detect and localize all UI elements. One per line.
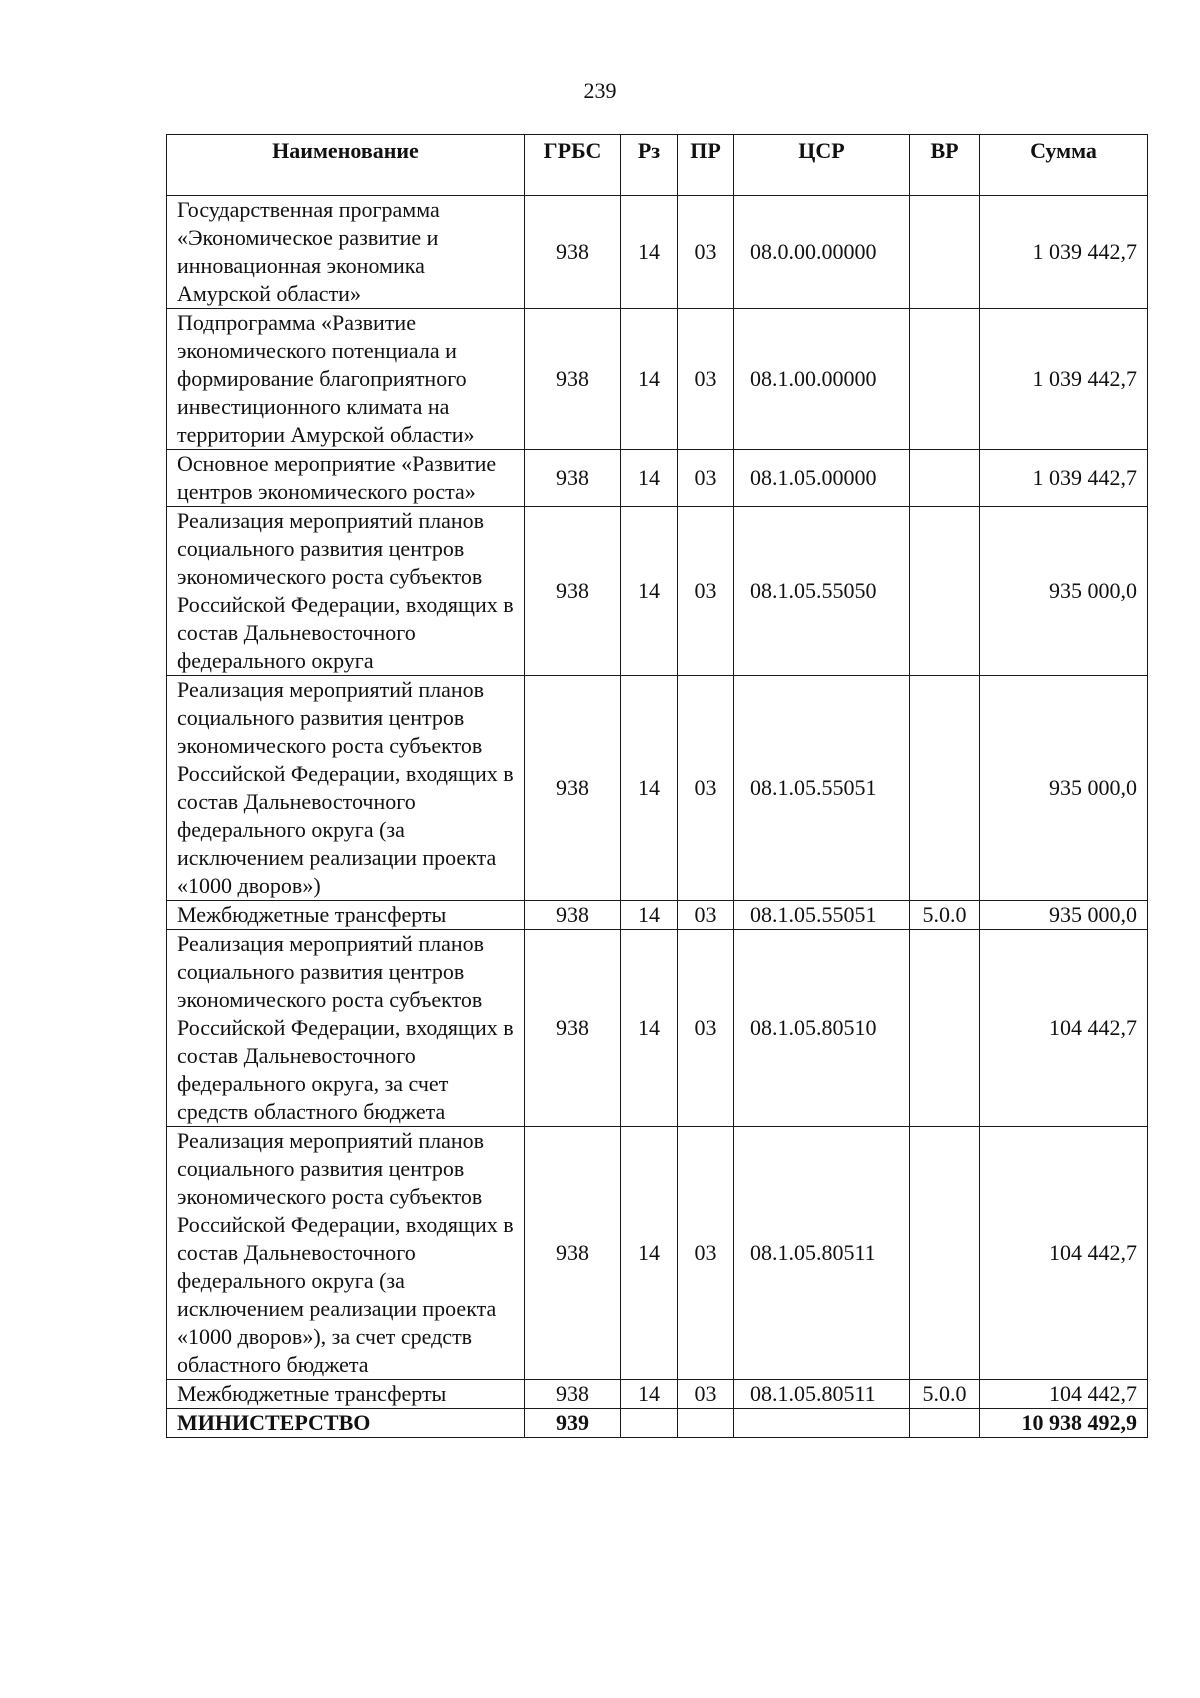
row-name: Подпрограмма «Развитие экономического потенциала и формирование благоприятного инвестиционного климата на территории Амурской области» bbox=[167, 309, 525, 450]
row-vr bbox=[910, 450, 980, 507]
row-grbs: 938 bbox=[525, 196, 621, 309]
row-name: Реализация мероприятий планов социального развития центров экономического роста субъектов Российской Федерации, входящих в состав Дальневосточного федерального округа bbox=[167, 507, 525, 676]
row-vr bbox=[910, 1127, 980, 1380]
page-number: 239 bbox=[583, 78, 617, 103]
row-csr: 08.1.05.55051 bbox=[734, 901, 910, 930]
row-sum: 1 039 442,7 bbox=[980, 196, 1148, 309]
table-row bbox=[167, 309, 1148, 450]
row-grbs: 938 bbox=[525, 450, 621, 507]
row-grbs: 938 bbox=[525, 507, 621, 676]
table-row bbox=[167, 1380, 1148, 1409]
row-rz: 14 bbox=[621, 450, 678, 507]
row-name: Реализация мероприятий планов социального развития центров экономического роста субъектов Российской Федерации, входящих в состав Дальневосточного федерального округа, за счет средств областного бюджета bbox=[167, 930, 525, 1127]
row-sum: 10 938 492,9 bbox=[980, 1409, 1148, 1438]
table-row bbox=[167, 930, 1148, 1127]
row-grbs: 938 bbox=[525, 1127, 621, 1380]
row-vr bbox=[910, 309, 980, 450]
row-sum: 1 039 442,7 bbox=[980, 309, 1148, 450]
row-pr: 03 bbox=[678, 1380, 734, 1409]
header-csr: ЦСР bbox=[734, 135, 910, 196]
row-pr: 03 bbox=[678, 901, 734, 930]
row-pr: 03 bbox=[678, 196, 734, 309]
row-rz: 14 bbox=[621, 676, 678, 901]
row-pr: 03 bbox=[678, 450, 734, 507]
header-pr: ПР bbox=[678, 135, 734, 196]
row-sum: 935 000,0 bbox=[980, 676, 1148, 901]
row-sum: 935 000,0 bbox=[980, 901, 1148, 930]
row-sum: 935 000,0 bbox=[980, 507, 1148, 676]
row-name: Межбюджетные трансферты bbox=[167, 901, 525, 930]
row-pr: 03 bbox=[678, 1127, 734, 1380]
row-rz: 14 bbox=[621, 309, 678, 450]
row-vr bbox=[910, 930, 980, 1127]
row-csr: 08.1.00.00000 bbox=[734, 309, 910, 450]
row-vr bbox=[910, 507, 980, 676]
row-csr: 08.1.05.80510 bbox=[734, 930, 910, 1127]
row-name: Реализация мероприятий планов социального развития центров экономического роста субъектов Российской Федерации, входящих в состав Дальневосточного федерального округа (за исключением реализации проекта «1000 дворов») bbox=[167, 676, 525, 901]
row-rz: 14 bbox=[621, 196, 678, 309]
row-grbs: 939 bbox=[525, 1409, 621, 1438]
row-pr: 03 bbox=[678, 676, 734, 901]
row-rz: 14 bbox=[621, 507, 678, 676]
row-grbs: 938 bbox=[525, 930, 621, 1127]
row-pr: 03 bbox=[678, 930, 734, 1127]
row-rz: 14 bbox=[621, 1127, 678, 1380]
row-vr: 5.0.0 bbox=[910, 1380, 980, 1409]
table-row bbox=[167, 901, 1148, 930]
row-rz bbox=[621, 1409, 678, 1438]
row-rz: 14 bbox=[621, 930, 678, 1127]
row-csr: 08.1.05.55051 bbox=[734, 676, 910, 901]
row-grbs: 938 bbox=[525, 1380, 621, 1409]
row-csr: 08.0.00.00000 bbox=[734, 196, 910, 309]
header-sum: Сумма bbox=[980, 135, 1148, 196]
row-name: МИНИСТЕРСТВО bbox=[167, 1409, 525, 1438]
row-name: Государственная программа «Экономическое развитие и инновационная экономика Амурской области» bbox=[167, 196, 525, 309]
row-sum: 104 442,7 bbox=[980, 1127, 1148, 1380]
table-row bbox=[167, 676, 1148, 901]
header-grbs: ГРБС bbox=[525, 135, 621, 196]
total-row bbox=[167, 1409, 1148, 1438]
table-row bbox=[167, 450, 1148, 507]
header-vr: ВР bbox=[910, 135, 980, 196]
row-name: Основное мероприятие «Развитие центров экономического роста» bbox=[167, 450, 525, 507]
row-sum: 104 442,7 bbox=[980, 1380, 1148, 1409]
row-vr: 5.0.0 bbox=[910, 901, 980, 930]
row-sum: 104 442,7 bbox=[980, 930, 1148, 1127]
table-row bbox=[167, 507, 1148, 676]
row-grbs: 938 bbox=[525, 901, 621, 930]
row-csr: 08.1.05.80511 bbox=[734, 1127, 910, 1380]
row-pr: 03 bbox=[678, 309, 734, 450]
header-name: Наименование bbox=[167, 135, 525, 196]
row-csr bbox=[734, 1409, 910, 1438]
table-row bbox=[167, 1127, 1148, 1380]
row-grbs: 938 bbox=[525, 676, 621, 901]
row-pr: 03 bbox=[678, 507, 734, 676]
header-row bbox=[167, 135, 1148, 196]
row-name: Реализация мероприятий планов социального развития центров экономического роста субъектов Российской Федерации, входящих в состав Дальневосточного федерального округа (за исключением реализации проекта «1000 дворов»), за счет средств областного бюджета bbox=[167, 1127, 525, 1380]
row-vr bbox=[910, 196, 980, 309]
row-pr bbox=[678, 1409, 734, 1438]
row-rz: 14 bbox=[621, 901, 678, 930]
row-csr: 08.1.05.55050 bbox=[734, 507, 910, 676]
row-sum: 1 039 442,7 bbox=[980, 450, 1148, 507]
table-row bbox=[167, 196, 1148, 309]
row-vr bbox=[910, 1409, 980, 1438]
row-grbs: 938 bbox=[525, 309, 621, 450]
row-vr bbox=[910, 676, 980, 901]
row-rz: 14 bbox=[621, 1380, 678, 1409]
budget-table bbox=[166, 134, 1148, 1438]
row-csr: 08.1.05.80511 bbox=[734, 1380, 910, 1409]
header-rz: Рз bbox=[621, 135, 678, 196]
row-name: Межбюджетные трансферты bbox=[167, 1380, 525, 1409]
row-csr: 08.1.05.00000 bbox=[734, 450, 910, 507]
